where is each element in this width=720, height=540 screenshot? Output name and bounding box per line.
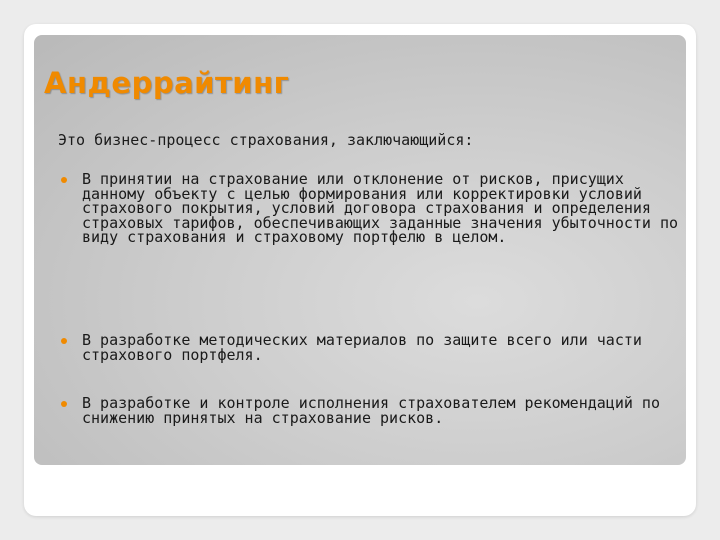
- bullet-text: В принятии на страхование или отклонение от рисков, присущих данному объекту с целью формирования или корректировки условий страхового покрытия, условий договора страхования и определения страховых тарифов, обеспечивающих заданные значения убыточности по виду страхования и страховому портфелю в целом.: [82, 170, 679, 246]
- intro-text: Это бизнес-процесс страхования, заключающийся:: [58, 131, 474, 149]
- bullet-item-2: [82, 333, 682, 362]
- slide-title: Андеррайтинг: [44, 66, 290, 100]
- bullet-text: В разработке методических материалов по защите всего или части страхового портфеля.: [82, 331, 642, 364]
- bullet-dot-icon: [61, 177, 67, 183]
- bullet-text: В разработке и контроле исполнения страхователем рекомендаций по снижению принятых на страхование рисков.: [82, 394, 660, 427]
- bullet-dot-icon: [61, 338, 67, 344]
- bullet-item-1: [82, 172, 682, 245]
- bullet-dot-icon: [61, 401, 67, 407]
- bullet-item-3: [82, 396, 682, 425]
